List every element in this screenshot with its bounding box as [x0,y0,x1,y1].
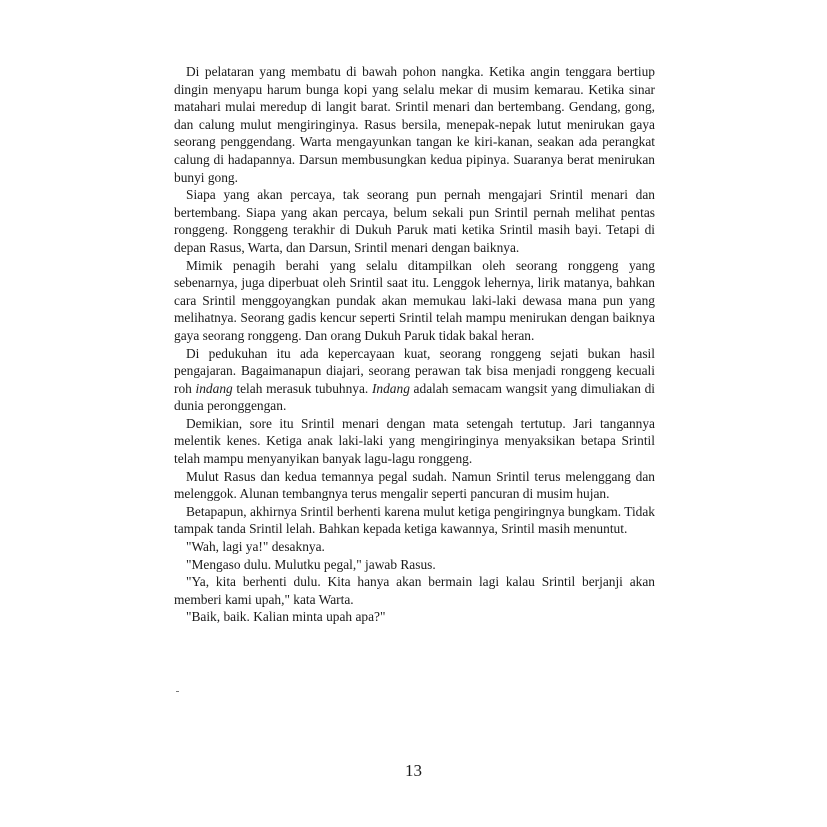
paragraph-7: Betapapun, akhirnya Srintil berhenti karena mulut ketiga pengiringnya bungkam. Tidak tampak tanda Srintil lelah. Bahkan kepada ketiga kawannya, Srintil masih menuntut. [174,503,655,537]
indang-term: indang [195,380,233,396]
dialogue-3: "Ya, kita berhenti dulu. Kita hanya akan bermain lagi kalau Srintil berjanji akan memberi kami upah," kata Warta. [174,574,655,607]
dialogue-1: "Wah, lagi ya!" desaknya. [186,539,325,555]
scan-mark [176,691,179,692]
paragraph-1: Di pelataran yang membatu di bawah pohon nangka. Ketika angin tenggara bertiup dingin menyapu harum bunga kopi yang selalu mekar di musim kemarau. Ketika sinar matahari mulai meredup di langit barat. Srintil menari dan bertembang. Gendang, gong, dan calung mulut mengiringinya. Rasus bersila, menepak-nepak lutut menirukan gaya seorang penggendang. Warta mengayunkan tangan ke kiri-kanan, seakan ada perangkat calung di hadapannya. Darsun membusungkan kedua pipinya. Suaranya berat menirukan bunyi gong. [174,64,655,185]
page-number: 13 [405,761,422,780]
paragraph-4-text-b: telah merasuk tubuhnya. [232,380,372,396]
paragraph-3: Mimik penagih berahi yang selalu ditampilkan oleh seorang ronggeng yang sebenarnya, juga diperbuat oleh Srintil saat itu. Lenggok lehernya, lirik matanya, bahkan cara Srintil menggoyangkan pundak akan memukau laki-laki dewasa mana pun yang melihatnya. Seorang gadis kencur seperti Srintil telah mampu menirukan dengan baiknya gaya seorang ronggeng. Dan orang Dukuh Paruk tidak bakal heran. [174,257,655,343]
paragraph-2: Siapa yang akan percaya, tak seorang pun pernah mengajari Srintil menari dan bertembang. Siapa yang akan percaya, belum sekali pun Srintil pernah melihat pentas ronggeng. Ronggeng terakhir di Dukuh Paruk mati ketika Srintil masih bayi. Tetapi di depan Rasus, Warta, dan Darsun, Srintil menari dengan baiknya. [174,187,655,255]
body-text [174,63,655,626]
indang-term-capitalized: Indang [371,380,410,396]
dialogue-2: "Mengaso dulu. Mulutku pegal," jawab Rasus. [186,556,436,572]
dialogue-4: "Baik, baik. Kalian minta upah apa?" [186,609,386,625]
paragraph-6: Mulut Rasus dan kedua temannya pegal sudah. Namun Srintil terus melenggang dan melenggok. Alunan tembangnya terus mengalir seperti pancuran di musim hujan. [174,468,655,502]
paragraph-5: Demikian, sore itu Srintil menari dengan mata setengah tertutup. Jari tangannya melentik kenes. Ketiga anak laki-laki yang mengiringinya menyaksikan betapa Srintil telah mampu menyanyikan banyak lagu-lagu ronggeng. [174,415,655,467]
paragraph-4-text-c: adalah semacam wangsit yang dimuliakan di dunia peronggengan. [174,380,655,414]
paragraph-4-text-a: Di pedukuhan itu ada kepercayaan kuat, seorang ronggeng sejati bukan hasil pengajaran. Bagaimanapun diajari, seorang perawan tak bisa menjadi ronggeng kecuali roh [174,345,655,396]
paragraph-4 [174,345,655,415]
